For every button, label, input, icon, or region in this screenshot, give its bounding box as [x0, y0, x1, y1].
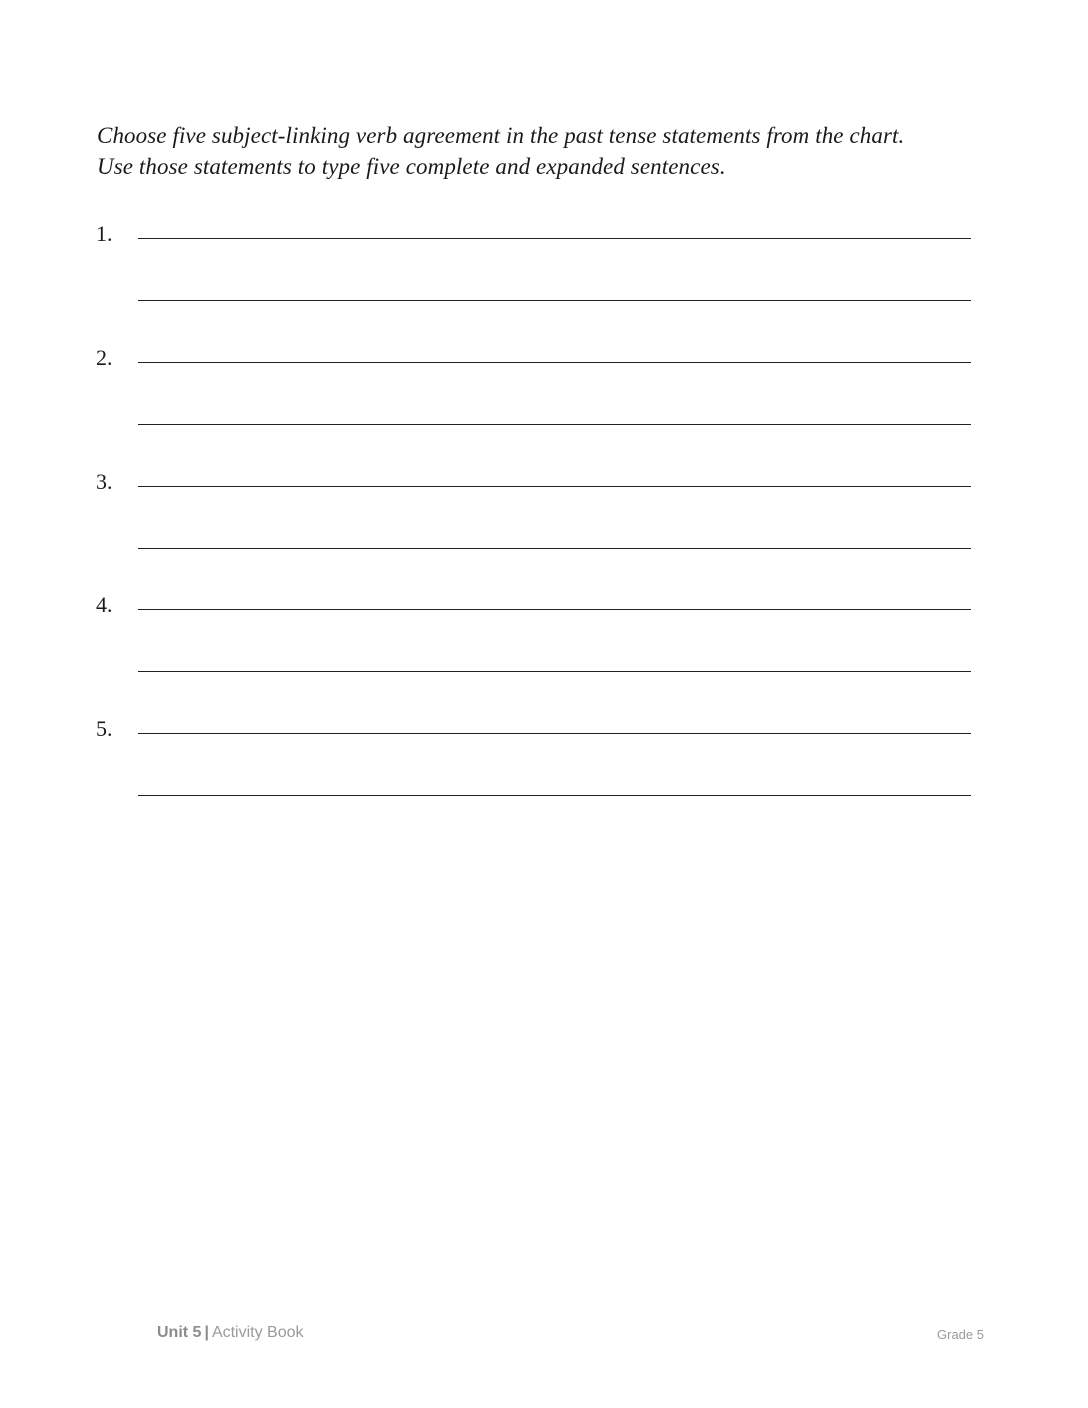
answer-line-1b[interactable]	[138, 300, 971, 301]
answer-item-4	[0, 592, 1088, 716]
footer-book: Activity Book	[211, 1324, 304, 1341]
answer-item-1	[0, 221, 1088, 345]
answer-line-2b[interactable]	[138, 424, 971, 425]
item-number: 3.	[96, 469, 113, 494]
item-number: 2.	[96, 345, 113, 370]
footer-unit: Unit 5	[157, 1324, 202, 1341]
answer-line-5a[interactable]	[138, 733, 971, 734]
instructions-line-1: Choose five subject-linking verb agreement in the past tense statements from the chart.	[97, 123, 905, 148]
answer-line-3a[interactable]	[138, 486, 971, 487]
answer-line-4b[interactable]	[138, 671, 971, 672]
instructions-line-2: Use those statements to type five complete and expanded sentences.	[97, 154, 726, 179]
answer-line-3b[interactable]	[138, 548, 971, 549]
answer-line-5b[interactable]	[138, 795, 971, 796]
answer-line-2a[interactable]	[138, 362, 971, 363]
item-number: 5.	[96, 716, 113, 741]
answer-line-4a[interactable]	[138, 609, 971, 610]
instructions	[97, 120, 997, 182]
answer-item-5	[0, 716, 1088, 840]
item-number: 4.	[96, 592, 113, 617]
footer-unit-book	[157, 1324, 304, 1342]
item-number: 1.	[96, 221, 113, 246]
answer-item-3	[0, 469, 1088, 593]
footer-grade: Grade 5	[937, 1327, 984, 1342]
answer-line-1a[interactable]	[138, 238, 971, 239]
footer-separator: |	[204, 1324, 209, 1341]
answer-item-2	[0, 345, 1088, 469]
